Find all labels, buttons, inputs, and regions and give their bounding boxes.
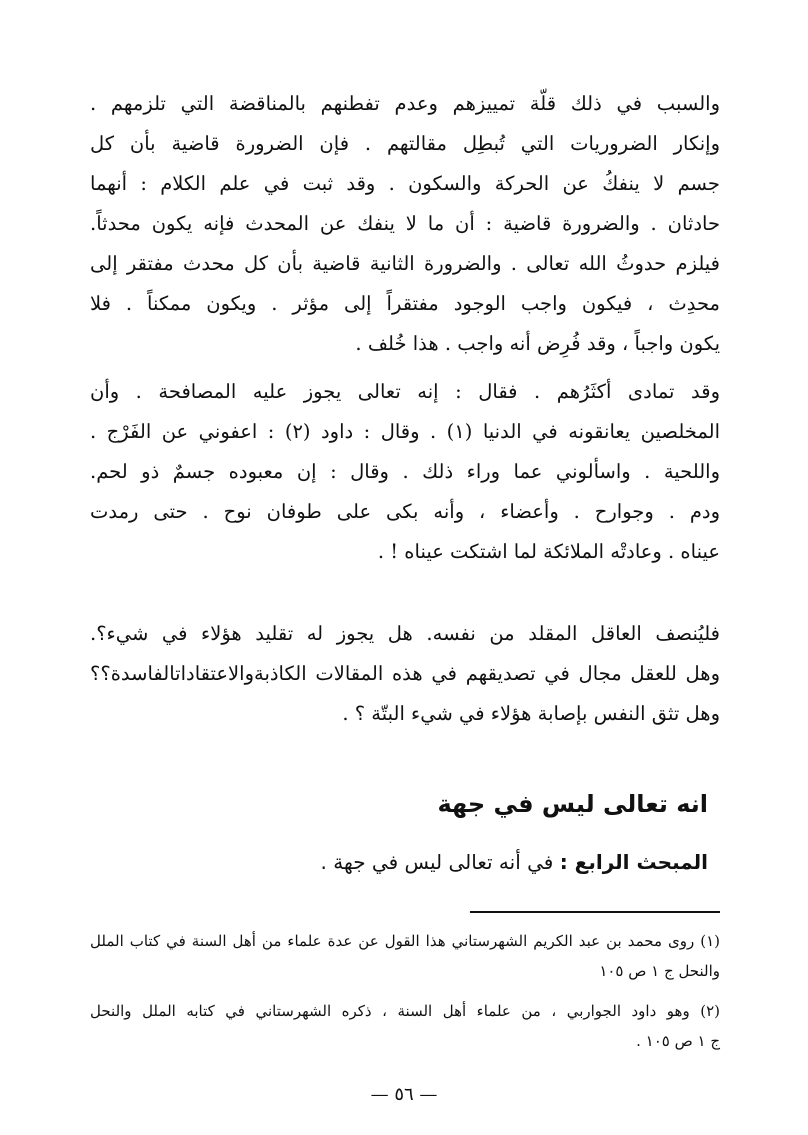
footnote-divider	[470, 911, 720, 913]
paragraph-3	[90, 614, 720, 734]
footnote-line: (١) روى محمد بن عبد الكريم الشهرستاني هذا القول عن عدة علماء من أهل السنة في كتاب الملل	[90, 932, 720, 950]
subsection-label: المبحث الرابع :	[559, 850, 708, 874]
text-line: جسم لا ينفكُ عن الحركة والسكون . وقد ثبت في علم الكلام : أنهما	[90, 172, 720, 195]
text-line: وقد تمادى أكثَرُهم . فقال : إنه تعالى يجوز عليه المصافحة . وأن	[90, 380, 720, 403]
footnote-1	[90, 926, 720, 986]
text-line: حادثان . والضرورة قاضية : أن ما لا ينفك عن المحدث فإنه يكون محدثاً.	[90, 212, 720, 235]
text-line: وهل تثق النفس بإصابة هؤلاء في شيء البتّة ؟ .	[342, 702, 720, 725]
subsection-text: في أنه تعالى ليس في جهة .	[320, 850, 554, 874]
text-line: المخلصين يعانقونه في الدنيا (١) . وقال : داود (٢) : اعفوني عن الفَرْج .	[90, 420, 720, 443]
paragraph-1	[90, 84, 720, 364]
text-line: وهل للعقل مجال في تصديقهم في هذه المقالات الكاذبةوالاعتقاداتالفاسدة؟؟	[90, 662, 720, 685]
footnote-line: والنحل ج ١ ص ١٠٥	[599, 962, 720, 980]
text-line: يكون واجباً ، وقد فُرِض أنه واجب . هذا خُلف .	[355, 332, 720, 355]
text-line: والسبب في ذلك قلّة تمييزهم وعدم تفطنهم بالمناقضة التي تلزمهم .	[90, 92, 720, 115]
page-number: — ٥٦ —	[370, 1084, 438, 1105]
text-line: فيلزم حدوثُ الله تعالى . والضرورة الثانية قاضية بأن كل محدث مفتقر إلى	[90, 252, 720, 275]
text-line: واللحية . واسألوني عما وراء ذلك . وقال : إن معبوده جسمٌ ذو لحم.	[90, 460, 720, 483]
text-line: فليُنصف العاقل المقلد من نفسه. هل يجوز له تقليد هؤلاء في شيء؟.	[90, 622, 720, 645]
text-line: وإنكار الضروريات التي تُبطِل مقالتهم . فإن الضرورة قاضية بأن كل	[90, 132, 720, 155]
subsection-heading	[321, 850, 708, 874]
text-line: ودم . وجوارح . وأعضاء ، وأنه بكى على طوفان نوح . حتى رمدت	[90, 500, 720, 523]
text-line: عيناه . وعادتْه الملائكة لما اشتكت عيناه ! .	[377, 540, 720, 563]
section-title: انه تعالى ليس في جهة	[437, 790, 708, 818]
footnote-2	[90, 996, 720, 1056]
paragraph-2	[90, 372, 720, 572]
text-line: محدِث ، فيكون واجب الوجود مفتقراً إلى مؤثر . ويكون ممكناً . فلا	[90, 292, 720, 315]
footnote-line: (٢) وهو داود الجواربي ، من علماء أهل السنة ، ذكره الشهرستاني في كتابه الملل والنحل	[90, 1002, 720, 1020]
footnote-line: ج ١ ص ١٠٥ .	[636, 1032, 720, 1050]
